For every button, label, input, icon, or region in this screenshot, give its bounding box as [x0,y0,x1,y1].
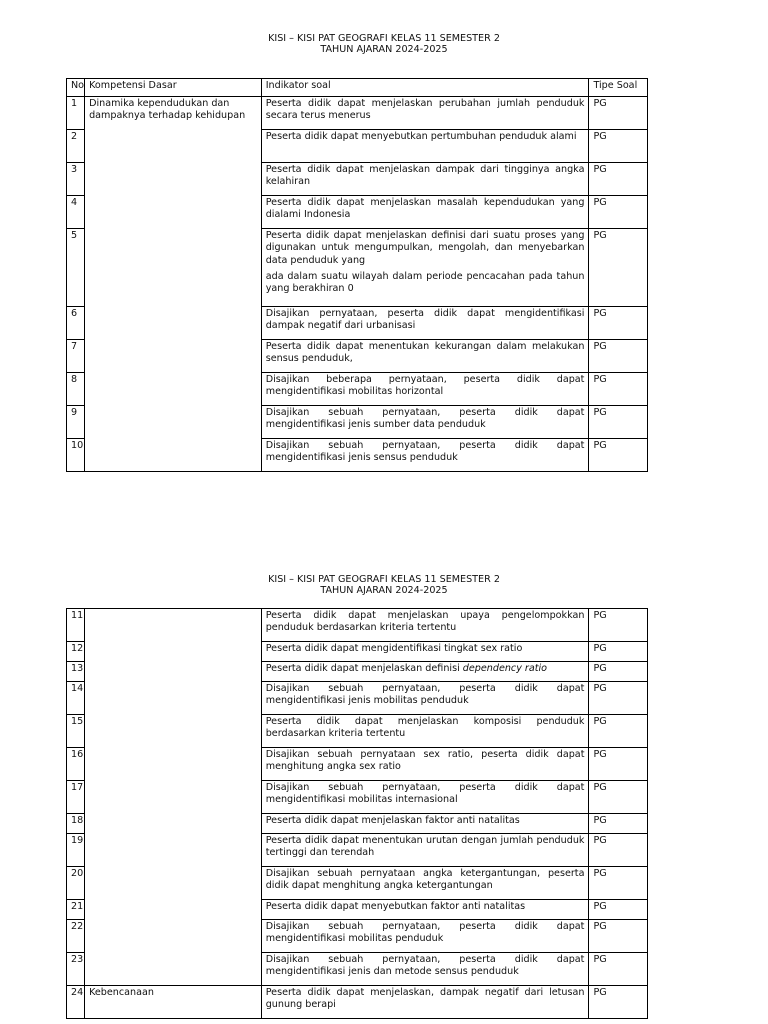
indikator-cell: Peserta didik dapat menjelaskan masalah kependudukan yang dialami Indonesia [261,196,589,229]
indikator-cell: Disajikan sebuah pernyataan, peserta didik dapat mengidentifikasi mobilitas internasional [261,781,589,814]
kisi-table-page-2 [66,608,648,1019]
indikator-cell: Peserta didik dapat menjelaskan faktor anti natalitas [261,814,589,834]
row-no: 3 [67,163,85,196]
title-line-1: KISI – KISI PAT GEOGRAFI KELAS 11 SEMESTER 2 [268,33,500,44]
indikator-cell: Peserta didik dapat menjelaskan dampak dari tingginya angka kelahiran [261,163,589,196]
indikator-cell: Disajikan sebuah pernyataan, peserta didik dapat mengidentifikasi jenis sumber data penduduk [261,406,589,439]
indikator-cell: Peserta didik dapat menentukan kekurangan dalam melakukan sensus penduduk, [261,340,589,373]
row-no: 23 [67,953,85,986]
page-title [0,33,768,55]
tipe-soal-cell: PG [589,814,648,834]
tipe-soal-cell: PG [589,867,648,900]
indikator-cell: Peserta didik dapat menjelaskan perubahan jumlah penduduk secara terus menerus [261,97,589,130]
header-indikator-soal: Indikator soal [261,79,589,97]
table-row [67,609,648,642]
tipe-soal-cell: PG [589,229,648,307]
tipe-soal-cell: PG [589,130,648,163]
row-no: 6 [67,307,85,340]
row-no: 17 [67,781,85,814]
tipe-soal-cell: PG [589,920,648,953]
table-row [67,97,648,130]
tipe-soal-cell: PG [589,307,648,340]
indikator-text: Peserta didik dapat menjelaskan definisi [265,663,463,674]
tipe-soal-cell: PG [589,196,648,229]
kompetensi-dasar-cell: Dinamika kependudukan dan dampaknya terhadap kehidupan [85,97,262,472]
row-no: 16 [67,748,85,781]
row-no: 2 [67,130,85,163]
row-no: 13 [67,662,85,682]
header-no: No [67,79,85,97]
tipe-soal-cell: PG [589,953,648,986]
indikator-text-continued: ada dalam suatu wilayah dalam periode pencacahan pada tahun yang berakhiran 0 [265,270,585,295]
tipe-soal-cell: PG [589,609,648,642]
row-no: 8 [67,373,85,406]
table-row [67,986,648,1019]
row-no: 5 [67,229,85,307]
indikator-cell: Disajikan beberapa pernyataan, peserta didik dapat mengidentifikasi mobilitas horizontal [261,373,589,406]
indikator-cell: Peserta didik dapat menyebutkan faktor anti natalitas [261,900,589,920]
indikator-cell: Peserta didik dapat menyebutkan pertumbuhan penduduk alami [261,130,589,163]
row-no: 22 [67,920,85,953]
row-no: 21 [67,900,85,920]
indikator-cell [261,229,589,307]
indikator-cell: Peserta didik dapat menentukan urutan dengan jumlah penduduk tertinggi dan terendah [261,834,589,867]
tipe-soal-cell: PG [589,682,648,715]
kisi-table-page-1 [66,78,648,472]
title-line-2: TAHUN AJARAN 2024-2025 [320,585,448,596]
header-kompetensi-dasar: Kompetensi Dasar [85,79,262,97]
row-no: 11 [67,609,85,642]
row-no: 15 [67,715,85,748]
indikator-cell: Disajikan sebuah pernyataan sex ratio, peserta didik dapat menghitung angka sex ratio [261,748,589,781]
tipe-soal-cell: PG [589,642,648,662]
indikator-italic-term: dependency ratio [462,663,548,674]
header-tipe-soal: Tipe Soal [589,79,648,97]
row-no: 24 [67,986,85,1019]
indikator-cell: Peserta didik dapat menjelaskan komposisi penduduk berdasarkan kriteria tertentu [261,715,589,748]
indikator-cell [261,662,589,682]
indikator-text: Peserta didik dapat menjelaskan definisi dari suatu proses yang digunakan untuk mengumpulkan, mengolah, dan menyebarkan data penduduk yang [265,230,585,266]
row-no: 19 [67,834,85,867]
row-no: 14 [67,682,85,715]
tipe-soal-cell: PG [589,834,648,867]
indikator-cell: Disajikan sebuah pernyataan, peserta didik dapat mengidentifikasi jenis dan metode sensus penduduk [261,953,589,986]
row-no: 10 [67,439,85,472]
tipe-soal-cell: PG [589,97,648,130]
kompetensi-dasar-cell: Kebencanaan [85,986,262,1019]
indikator-cell: Disajikan sebuah pernyataan angka ketergantungan, peserta didik dapat menghitung angka ketergantungan [261,867,589,900]
indikator-cell: Disajikan pernyataan, peserta didik dapat mengidentifikasi dampak negatif dari urbanisasi [261,307,589,340]
indikator-cell: Peserta didik dapat menjelaskan upaya pengelompokkan penduduk berdasarkan kriteria tertentu [261,609,589,642]
row-no: 9 [67,406,85,439]
indikator-cell: Disajikan sebuah pernyataan, peserta didik dapat mengidentifikasi jenis mobilitas penduduk [261,682,589,715]
tipe-soal-cell: PG [589,406,648,439]
tipe-soal-cell: PG [589,748,648,781]
indikator-cell: Peserta didik dapat mengidentifikasi tingkat sex ratio [261,642,589,662]
table-header-row [67,79,648,97]
row-no: 12 [67,642,85,662]
indikator-cell: Peserta didik dapat menjelaskan, dampak negatif dari letusan gunung berapi [261,986,589,1019]
tipe-soal-cell: PG [589,439,648,472]
row-no: 1 [67,97,85,130]
tipe-soal-cell: PG [589,781,648,814]
indikator-cell: Disajikan sebuah pernyataan, peserta didik dapat mengidentifikasi mobilitas penduduk [261,920,589,953]
tipe-soal-cell: PG [589,900,648,920]
tipe-soal-cell: PG [589,715,648,748]
tipe-soal-cell: PG [589,662,648,682]
title-line-2: TAHUN AJARAN 2024-2025 [320,44,448,55]
page-title [0,574,768,596]
tipe-soal-cell: PG [589,986,648,1019]
kompetensi-dasar-cell [85,609,262,986]
indikator-cell: Disajikan sebuah pernyataan, peserta didik dapat mengidentifikasi jenis sensus penduduk [261,439,589,472]
tipe-soal-cell: PG [589,163,648,196]
row-no: 7 [67,340,85,373]
tipe-soal-cell: PG [589,340,648,373]
title-line-1: KISI – KISI PAT GEOGRAFI KELAS 11 SEMESTER 2 [268,574,500,585]
row-no: 18 [67,814,85,834]
tipe-soal-cell: PG [589,373,648,406]
row-no: 20 [67,867,85,900]
row-no: 4 [67,196,85,229]
